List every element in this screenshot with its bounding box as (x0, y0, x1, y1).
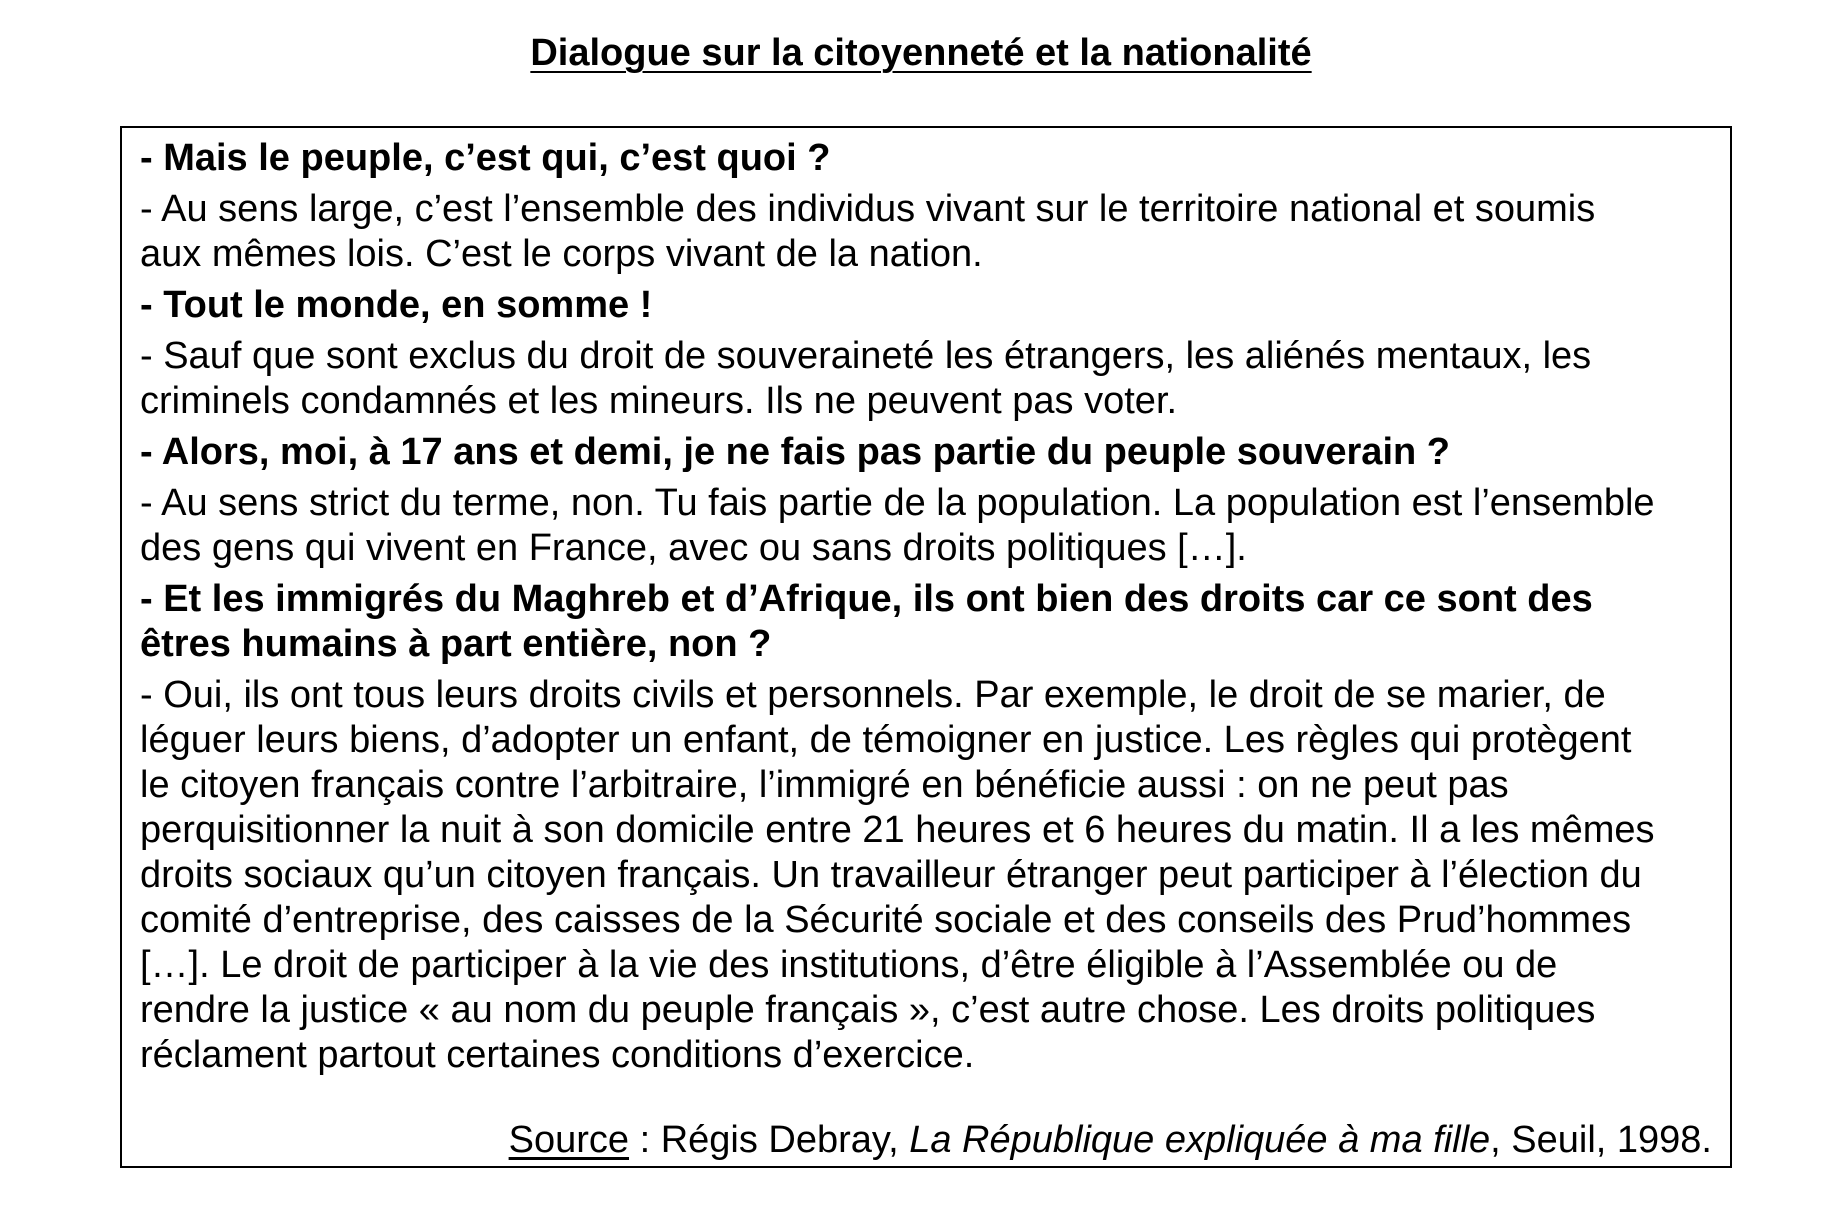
dialogue-line: criminels condamnés et les mineurs. Ils ne peuvent pas voter. (140, 380, 1178, 422)
dialogue-line: réclament partout certaines conditions d’exercice. (140, 1034, 975, 1076)
source-author: Régis Debray, (660, 1119, 910, 1161)
source-label: Source (508, 1119, 630, 1161)
dialogue-line: rendre la justice « au nom du peuple français », c’est autre chose. Les droits politiques (140, 989, 1596, 1031)
dialogue-box (120, 126, 1732, 1168)
dialogue-line: - Oui, ils ont tous leurs droits civils et personnels. Par exemple, le droit de se marier, de (140, 674, 1606, 716)
dialogue-line: - Mais le peuple, c’est qui, c’est quoi ? (140, 137, 831, 179)
source-work-title: La République expliquée à ma fille (909, 1119, 1491, 1161)
dialogue-line: - Alors, moi, à 17 ans et demi, je ne fais pas partie du peuple souverain ? (140, 431, 1450, 473)
source-publisher: , Seuil, 1998. (1490, 1119, 1712, 1161)
dialogue-content (140, 136, 1720, 1084)
dialogue-answer (140, 334, 1720, 424)
dialogue-question (140, 430, 1720, 475)
dialogue-answer (140, 187, 1720, 277)
dialogue-line: perquisitionner la nuit à son domicile entre 21 heures et 6 heures du matin. Il a les mêmes (140, 809, 1655, 851)
dialogue-line: - Au sens large, c’est l’ensemble des individus vivant sur le territoire national et soumis (140, 188, 1596, 230)
dialogue-line: êtres humains à part entière, non ? (140, 623, 772, 665)
dialogue-question (140, 283, 1720, 328)
dialogue-question (140, 136, 1720, 181)
dialogue-line: des gens qui vivent en France, avec ou sans droits politiques […]. (140, 527, 1247, 569)
dialogue-answer (140, 481, 1720, 571)
dialogue-line: droits sociaux qu’un citoyen français. Un travailleur étranger peut participer à l’élection du (140, 854, 1642, 896)
dialogue-line: […]. Le droit de participer à la vie des institutions, d’être éligible à l’Assemblée ou de (140, 944, 1558, 986)
dialogue-line: - Sauf que sont exclus du droit de souveraineté les étrangers, les aliénés mentaux, les (140, 335, 1592, 377)
dialogue-answer (140, 673, 1720, 1078)
dialogue-line: le citoyen français contre l’arbitraire, l’immigré en bénéficie aussi : on ne peut pas (140, 764, 1509, 806)
dialogue-line: léguer leurs biens, d’adopter un enfant, de témoigner en justice. Les règles qui protègent (140, 719, 1632, 761)
dialogue-line: comité d’entreprise, des caisses de la Sécurité sociale et des conseils des Prud’hommes (140, 899, 1632, 941)
dialogue-question (140, 577, 1720, 667)
dialogue-line: - Et les immigrés du Maghreb et d’Afrique, ils ont bien des droits car ce sont des (140, 578, 1593, 620)
source-separator: : (629, 1119, 661, 1161)
dialogue-line: - Tout le monde, en somme ! (140, 284, 653, 326)
page-title: Dialogue sur la citoyenneté et la nationalité (530, 32, 1312, 74)
dialogue-line: - Au sens strict du terme, non. Tu fais partie de la population. La population est l’ensemble (140, 482, 1655, 524)
source-citation (509, 1118, 1712, 1163)
dialogue-line: aux mêmes lois. C’est le corps vivant de la nation. (140, 233, 983, 275)
